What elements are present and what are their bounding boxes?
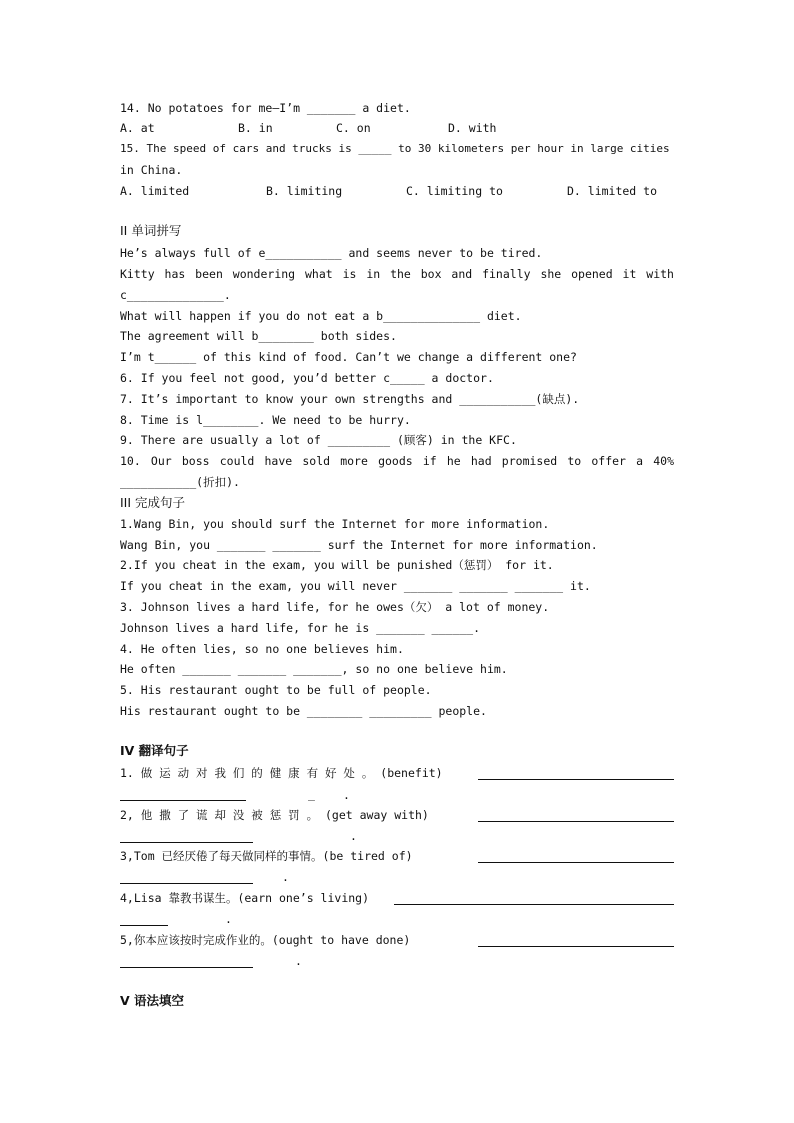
section3-line: Johnson lives a hard life, for he is _______ ______. [120, 621, 481, 635]
q14-option-d: D. with [448, 121, 497, 135]
translation-item-4: 4,Lisa 靠教书谋生。(earn one’s living) [120, 891, 370, 905]
section3-line: He often _______ _______ _______, so no one believe him. [120, 662, 508, 676]
q15-option-d: D. limited to [567, 184, 658, 198]
q15-option-b: B. limiting [266, 184, 343, 198]
section3-line: Wang Bin, you _______ _______ surf the Internet for more information. [120, 538, 598, 552]
translation-item-1: 1. 做 运 动 对 我 们 的 健 康 有 好 处 。 (benefit) [120, 766, 443, 780]
section2-line: 9. There are usually a lot of _________ (顾客) in the KFC. [120, 433, 517, 447]
answer-line [120, 800, 246, 801]
answer-line [478, 821, 674, 822]
answer-line [478, 779, 674, 780]
section3-line: 4. He often lies, so no one believes him. [120, 642, 404, 656]
q14-option-c: C. on [336, 121, 371, 135]
section3-line: 2.If you cheat in the exam, you will be punished（惩罚） for it. [120, 558, 554, 572]
section2-line: What will happen if you do not eat a b______________ diet. [120, 309, 522, 323]
section4-heading: IV 翻译句子 [120, 743, 189, 758]
section2-line: ___________(折扣). [120, 475, 240, 489]
q14-option-b: B. in [238, 121, 273, 135]
section2-line: I’m t______ of this kind of food. Can’t we change a different one? [120, 350, 577, 364]
section2-line: Kitty has been wondering what is in the box and finally she opened it with [120, 267, 674, 281]
section3-line: 3. Johnson lives a hard life, for he owes（欠） a lot of money. [120, 600, 550, 614]
answer-line [120, 842, 253, 843]
section2-line: He’s always full of e___________ and seems never to be tired. [120, 246, 543, 260]
section2-heading: II 单词拼写 [120, 223, 182, 238]
q15-option-a: A. limited [120, 184, 190, 198]
answer-line [478, 862, 674, 863]
answer-end-dot: . [225, 912, 232, 926]
answer-line [478, 946, 674, 947]
translation-item-5: 5,你本应该按时完成作业的。(ought to have done) [120, 933, 411, 947]
translation-item-2: 2, 他 撒 了 谎 却 没 被 惩 罚 。 (get away with) [120, 808, 429, 822]
section3-heading: III 完成句子 [120, 495, 186, 510]
section2-line: c______________. [120, 288, 231, 302]
q15-stem-line2: in China. [120, 163, 183, 177]
section3-line: 1.Wang Bin, you should surf the Internet for more information. [120, 517, 550, 531]
q14-option-a: A. at [120, 121, 155, 135]
translation-item-3: 3,Tom 已经厌倦了每天做同样的事情。(be tired of) [120, 849, 413, 863]
section2-line: 7. It’s important to know your own strengths and ___________(缺点). [120, 392, 580, 406]
answer-line [120, 883, 253, 884]
section2-line: 6. If you feel not good, you’d better c_____ a doctor. [120, 371, 494, 385]
answer-line [394, 904, 674, 905]
answer-line [120, 967, 253, 968]
q15-stem-line1: 15. The speed of cars and trucks is _____ to 30 kilometers per hour in large cities [120, 142, 670, 155]
section3-line: If you cheat in the exam, you will never _______ _______ _______ it. [120, 579, 591, 593]
answer-end-dot: . [295, 954, 302, 968]
answer-line [120, 925, 168, 926]
answer-end-dot: . [282, 870, 289, 884]
answer-end-dot: . [350, 829, 357, 843]
section3-line: 5. His restaurant ought to be full of people. [120, 683, 432, 697]
section2-line: The agreement will b________ both sides. [120, 329, 397, 343]
q15-option-c: C. limiting to [406, 184, 503, 198]
answer-underscore: _ [308, 787, 315, 801]
section5-heading: V 语法填空 [120, 993, 185, 1008]
answer-end-dot: . [343, 788, 350, 802]
section2-line: 8. Time is l________. We need to be hurry. [120, 413, 411, 427]
q14-stem: 14. No potatoes for me—I’m _______ a diet. [120, 101, 411, 115]
section2-line: 10. Our boss could have sold more goods if he had promised to offer a 40% [120, 454, 674, 468]
section3-line: His restaurant ought to be ________ _________ people. [120, 704, 487, 718]
